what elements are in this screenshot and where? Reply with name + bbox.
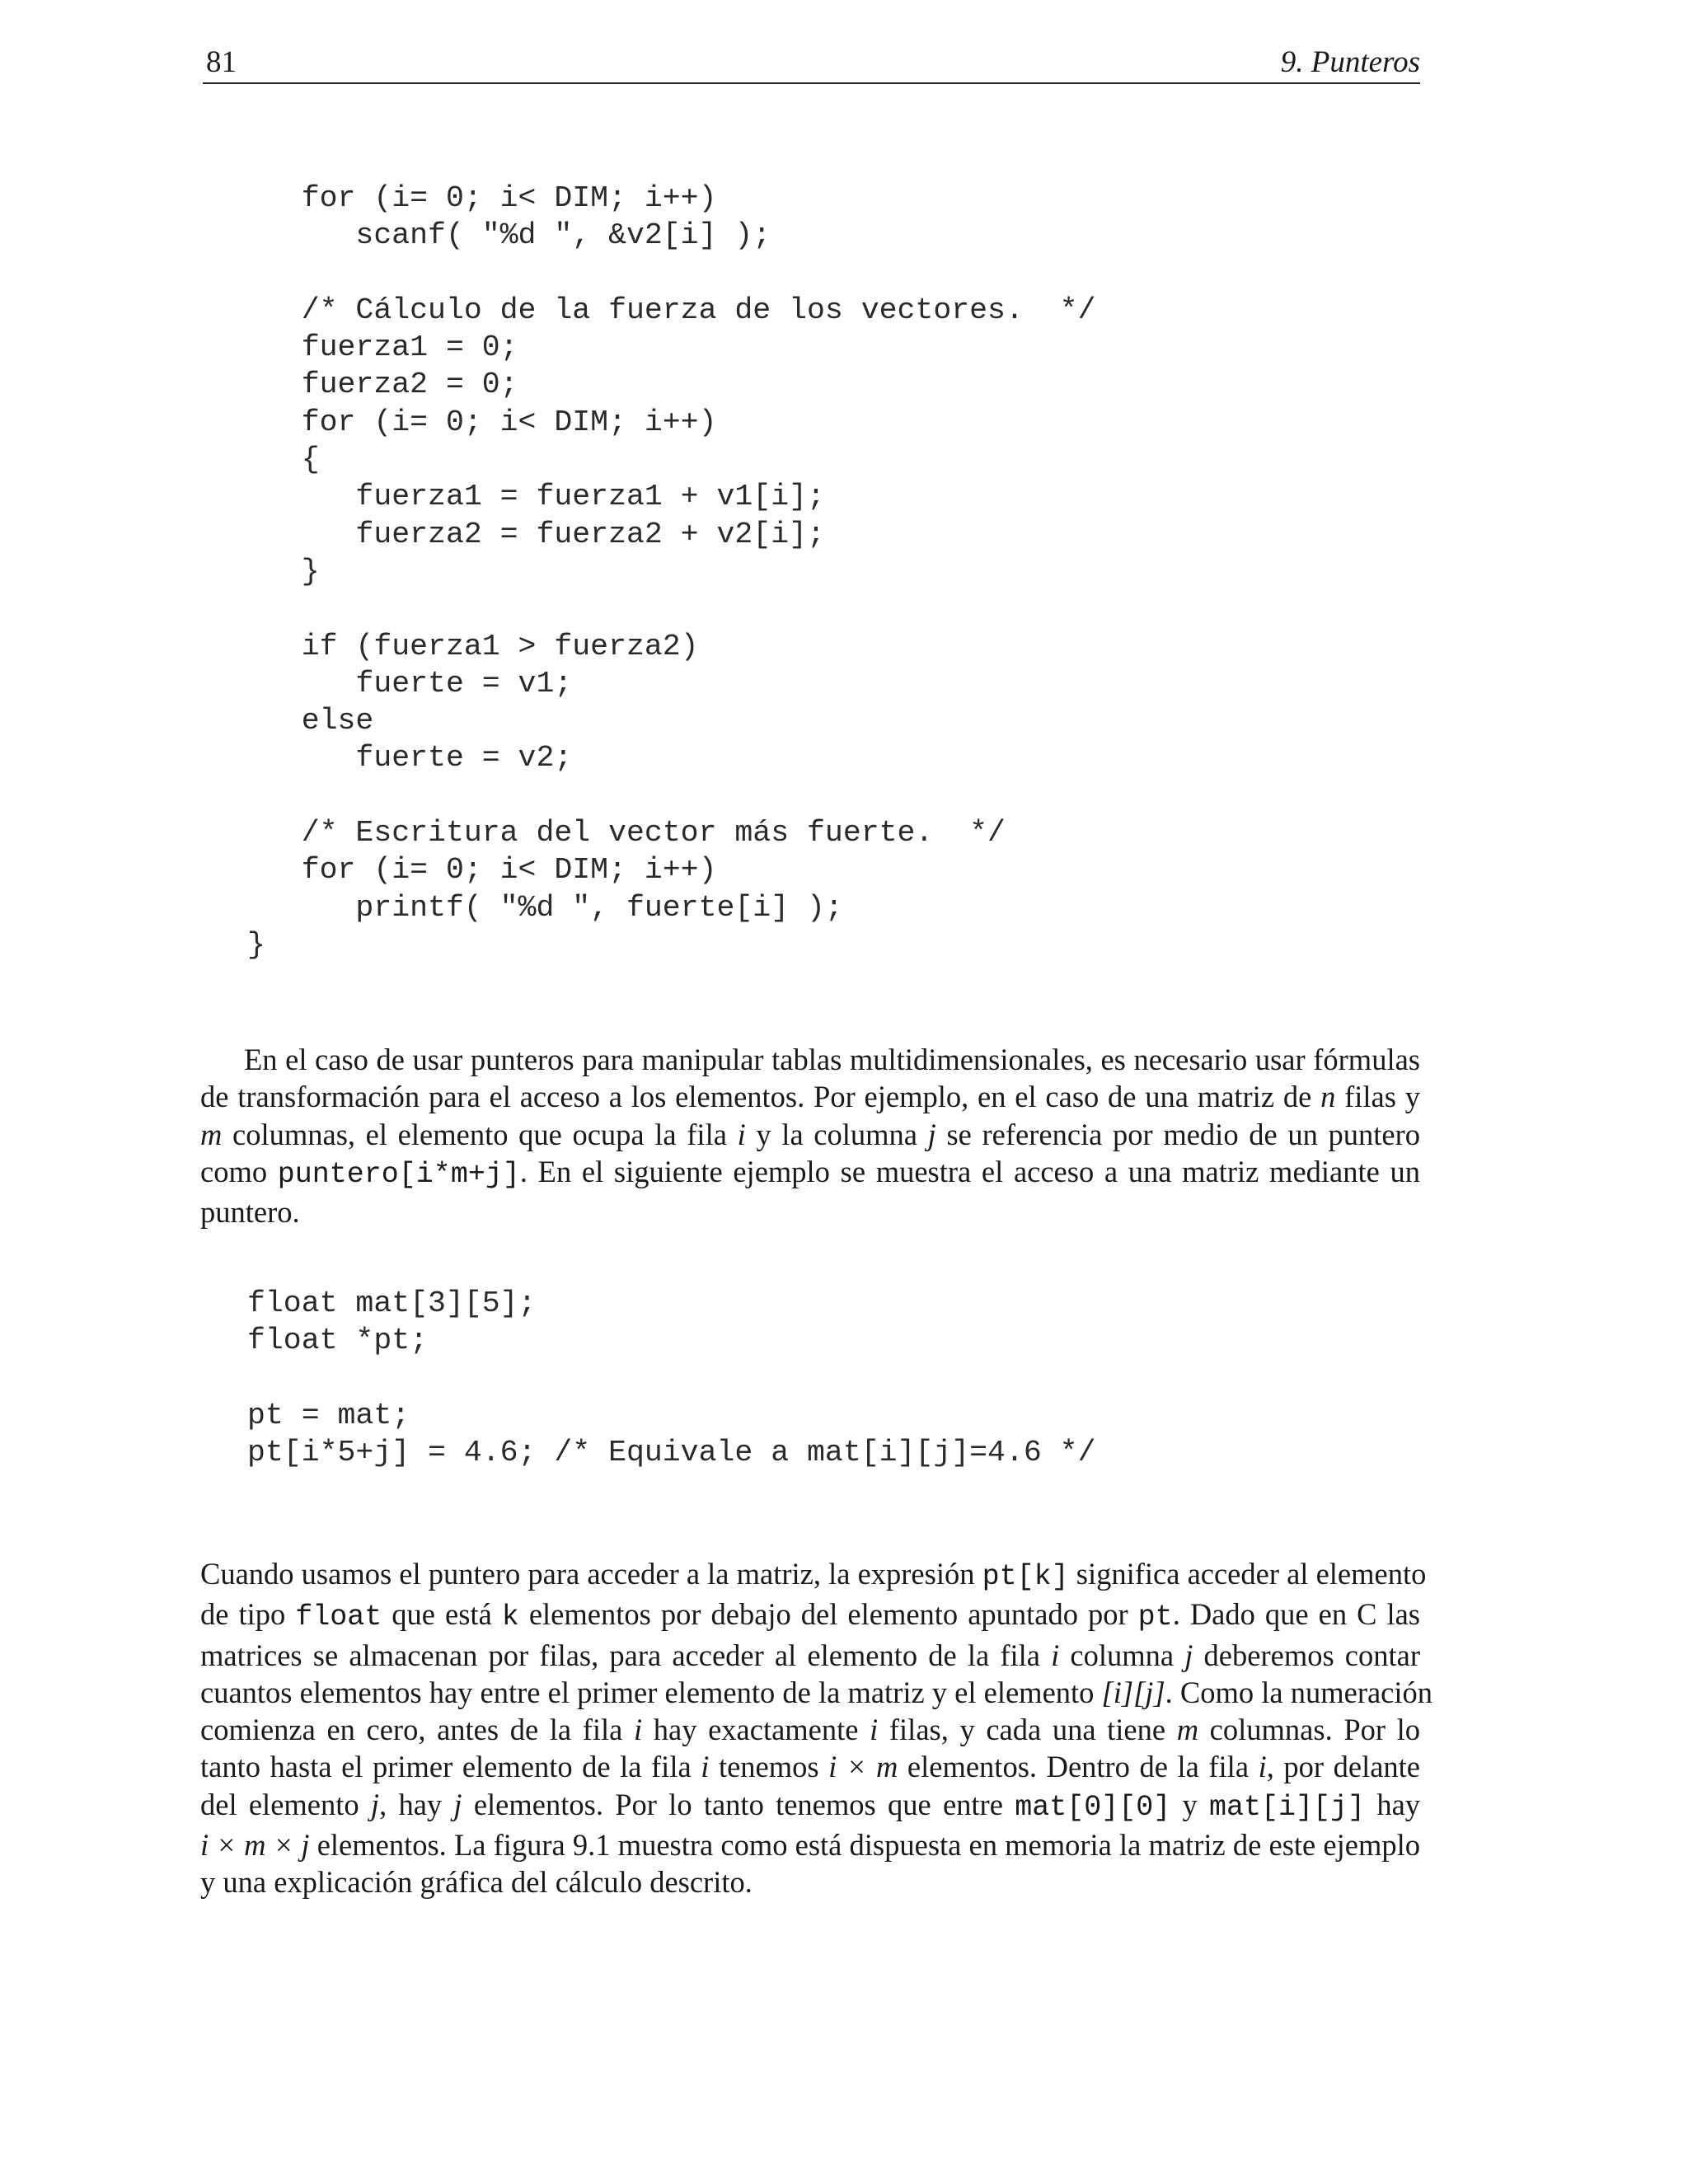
code-line: if (fuerza1 > fuerza2) xyxy=(247,629,699,663)
math-expression: i × m × j xyxy=(200,1828,310,1863)
code-line: printf( "%d ", fuerte[i] ); xyxy=(247,890,843,925)
code-line: fuerza2 = 0; xyxy=(247,368,518,402)
text-line: En el caso de usar punteros para manipular tablas multidimensionales, es necesario usar fórmulas xyxy=(244,1043,1420,1076)
text-line: puntero. xyxy=(200,1195,300,1230)
text-line: del elemento j, hay j elementos. Por lo tanto tenemos que entre mat[0][0] y mat[i][j] hay xyxy=(200,1787,1421,1824)
code-listing xyxy=(247,180,1095,963)
code-line: float *pt; xyxy=(247,1324,429,1358)
page-number: 81 xyxy=(206,45,237,79)
text-line: matrices se almacenan por filas, para acceder al elemento de la fila i columna j deberemos contar xyxy=(200,1638,1420,1672)
inline-code: mat[0][0] xyxy=(1015,1790,1171,1824)
code-line: fuerza1 = fuerza1 + v1[i]; xyxy=(247,480,825,514)
code-line: } xyxy=(247,927,265,962)
code-line: /* Cálculo de la fuerza de los vectores. */ xyxy=(247,293,1096,327)
text-line: i × m × j elementos. La figura 9.1 muestra como está dispuesta en memoria la matriz de este ejemplo xyxy=(200,1828,1420,1863)
body-paragraph xyxy=(200,1555,1433,1901)
body-paragraph xyxy=(200,1041,1420,1230)
inline-code: pt xyxy=(1137,1601,1173,1634)
code-listing xyxy=(247,1285,1095,1471)
text-line: tanto hasta el primer elemento de la fila i tenemos i × m elementos. Dentro de la fila i, por delante xyxy=(200,1750,1420,1784)
math-expression: i × m xyxy=(828,1750,898,1784)
code-line: pt = mat; xyxy=(247,1398,410,1432)
inline-code: mat[i][j] xyxy=(1209,1790,1366,1824)
code-line: } xyxy=(247,554,320,588)
text-line: y una explicación gráfica del cálculo descrito. xyxy=(200,1865,753,1900)
text-line: como puntero[i*m+j]. En el siguiente ejemplo se muestra el acceso a una matriz mediante un xyxy=(200,1154,1421,1191)
text-line: m columnas, el elemento que ocupa la fila i y la columna j se referencia por medio de un puntero xyxy=(200,1117,1420,1151)
text-line: de transformación para el acceso a los elementos. Por ejemplo, en el caso de una matriz de n filas y xyxy=(200,1080,1421,1114)
code-line: /* Escritura del vector más fuerte. */ xyxy=(247,816,1006,851)
code-line: for (i= 0; i< DIM; i++) xyxy=(247,405,717,439)
code-line: fuerza1 = 0; xyxy=(247,330,518,365)
text-line: de tipo float que está k elementos por debajo del elemento apuntado por pt. Dado que en C las xyxy=(200,1597,1420,1634)
code-line: scanf( "%d ", &v2[i] ); xyxy=(247,218,771,253)
code-line: { xyxy=(247,443,320,477)
code-line: for (i= 0; i< DIM; i++) xyxy=(247,853,717,888)
code-line: fuerte = v1; xyxy=(247,666,573,701)
code-line: float mat[3][5]; xyxy=(247,1286,537,1320)
inline-code: float xyxy=(295,1601,382,1634)
code-line: else xyxy=(247,704,374,738)
page-header xyxy=(203,43,1420,84)
inline-code: pt[k] xyxy=(982,1560,1069,1593)
inline-code: k xyxy=(501,1601,519,1634)
math-expression: [i][j] xyxy=(1101,1675,1165,1709)
code-line: fuerte = v2; xyxy=(247,741,573,776)
text-line: cuantos elementos hay entre el primer elemento de la matriz y el elemento [i][j]. Como la numeración xyxy=(200,1675,1433,1709)
chapter-title: 9. Punteros xyxy=(1280,45,1420,79)
code-line: for (i= 0; i< DIM; i++) xyxy=(247,181,717,215)
text-line: Cuando usamos el puntero para acceder a la matriz, la expresión pt[k] significa acceder al elemento xyxy=(200,1557,1427,1593)
code-line: pt[i*5+j] = 4.6; /* Equivale a mat[i][j]=4.6 */ xyxy=(247,1436,1096,1470)
inline-code: puntero[i*m+j] xyxy=(277,1157,520,1191)
text-line: comienza en cero, antes de la fila i hay exactamente i filas, y cada una tiene m columnas. Por lo xyxy=(200,1713,1421,1747)
code-line: fuerza2 = fuerza2 + v2[i]; xyxy=(247,517,825,551)
